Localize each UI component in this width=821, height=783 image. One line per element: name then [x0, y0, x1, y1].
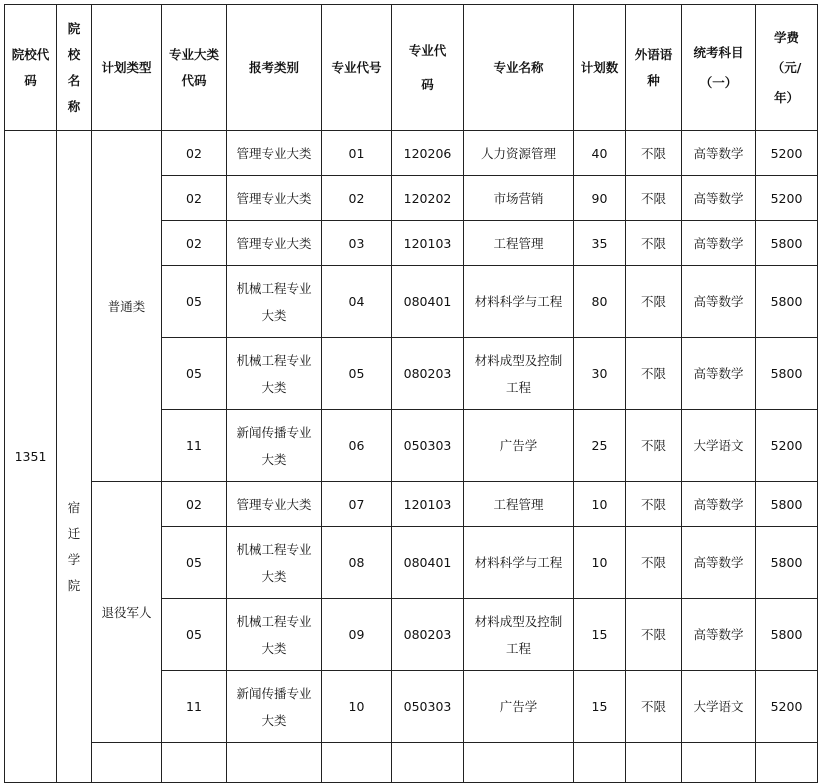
foreign-language-cell: 不限 [626, 266, 682, 338]
plan-type-cell [92, 743, 162, 783]
tuition-cell: 5800 [756, 482, 818, 527]
major-code-cell: 120103 [392, 221, 464, 266]
table-row [5, 482, 818, 527]
foreign-language-cell: 不限 [626, 527, 682, 599]
exam-category-cell: 机械工程专业大类 [227, 338, 322, 410]
exam-subject-cell: 高等数学 [682, 338, 756, 410]
major-seq-cell: 08 [322, 527, 392, 599]
header-major-seq: 专业代号 [322, 5, 392, 131]
major-code-cell: 080401 [392, 266, 464, 338]
major-code-cell: 120103 [392, 482, 464, 527]
exam-category-cell [227, 743, 322, 783]
tuition-cell: 5800 [756, 221, 818, 266]
header-major-name: 专业名称 [464, 5, 574, 131]
major-category-code-cell [162, 743, 227, 783]
major-code-cell: 050303 [392, 671, 464, 743]
foreign-language-cell: 不限 [626, 410, 682, 482]
major-name-cell: 材料成型及控制工程 [464, 599, 574, 671]
major-code-cell: 120202 [392, 176, 464, 221]
plan-type-cell: 普通类 [92, 131, 162, 482]
major-name-cell: 材料成型及控制工程 [464, 338, 574, 410]
exam-subject-cell: 大学语文 [682, 410, 756, 482]
exam-category-cell: 新闻传播专业大类 [227, 410, 322, 482]
foreign-language-cell: 不限 [626, 599, 682, 671]
table-row [5, 131, 818, 176]
header-school-code: 院校代码 [5, 5, 57, 131]
exam-subject-cell: 高等数学 [682, 176, 756, 221]
major-seq-cell: 10 [322, 671, 392, 743]
exam-category-cell: 管理专业大类 [227, 482, 322, 527]
major-name-cell: 广告学 [464, 671, 574, 743]
foreign-language-cell: 不限 [626, 482, 682, 527]
school-name-cell: 宿迁学院 [57, 131, 92, 783]
major-name-cell [464, 743, 574, 783]
exam-category-cell: 管理专业大类 [227, 176, 322, 221]
foreign-language-cell: 不限 [626, 131, 682, 176]
major-seq-cell: 07 [322, 482, 392, 527]
major-seq-cell: 05 [322, 338, 392, 410]
major-category-code-cell: 05 [162, 527, 227, 599]
tuition-cell: 5200 [756, 131, 818, 176]
header-major-category-code: 专业大类代码 [162, 5, 227, 131]
exam-subject-cell: 高等数学 [682, 599, 756, 671]
major-seq-cell: 09 [322, 599, 392, 671]
plan-count-cell: 25 [574, 410, 626, 482]
major-seq-cell [322, 743, 392, 783]
major-seq-cell: 02 [322, 176, 392, 221]
major-category-code-cell: 11 [162, 410, 227, 482]
major-category-code-cell: 02 [162, 482, 227, 527]
header-plan-count: 计划数 [574, 5, 626, 131]
tuition-cell: 5800 [756, 599, 818, 671]
exam-category-cell: 机械工程专业大类 [227, 599, 322, 671]
header-school-name: 院校名称 [57, 5, 92, 131]
major-name-cell: 工程管理 [464, 221, 574, 266]
plan-count-cell: 30 [574, 338, 626, 410]
major-name-cell: 工程管理 [464, 482, 574, 527]
exam-category-cell: 管理专业大类 [227, 131, 322, 176]
major-code-cell: 050303 [392, 410, 464, 482]
foreign-language-cell: 不限 [626, 338, 682, 410]
tuition-cell: 5200 [756, 671, 818, 743]
major-code-cell: 080203 [392, 599, 464, 671]
exam-category-cell: 管理专业大类 [227, 221, 322, 266]
exam-subject-cell: 高等数学 [682, 221, 756, 266]
school-code-cell: 1351 [5, 131, 57, 783]
exam-category-cell: 新闻传播专业大类 [227, 671, 322, 743]
major-category-code-cell: 11 [162, 671, 227, 743]
header-row [5, 5, 818, 131]
exam-subject-cell: 高等数学 [682, 266, 756, 338]
plan-count-cell [574, 743, 626, 783]
plan-type-cell: 退役军人 [92, 482, 162, 743]
exam-subject-cell [682, 743, 756, 783]
exam-subject-cell: 高等数学 [682, 527, 756, 599]
plan-count-cell: 15 [574, 671, 626, 743]
exam-subject-cell: 高等数学 [682, 131, 756, 176]
exam-category-cell: 机械工程专业大类 [227, 266, 322, 338]
major-seq-cell: 04 [322, 266, 392, 338]
plan-count-cell: 40 [574, 131, 626, 176]
foreign-language-cell: 不限 [626, 176, 682, 221]
exam-subject-cell: 高等数学 [682, 482, 756, 527]
plan-count-cell: 35 [574, 221, 626, 266]
exam-category-cell: 机械工程专业大类 [227, 527, 322, 599]
plan-count-cell: 90 [574, 176, 626, 221]
tuition-cell: 5200 [756, 410, 818, 482]
exam-subject-cell: 大学语文 [682, 671, 756, 743]
major-name-cell: 材料科学与工程 [464, 527, 574, 599]
major-seq-cell: 01 [322, 131, 392, 176]
major-code-cell: 080203 [392, 338, 464, 410]
tuition-cell: 5800 [756, 266, 818, 338]
major-name-cell: 广告学 [464, 410, 574, 482]
plan-count-cell: 80 [574, 266, 626, 338]
admission-plan-table [4, 4, 818, 783]
major-category-code-cell: 05 [162, 338, 227, 410]
major-category-code-cell: 02 [162, 221, 227, 266]
header-foreign-language: 外语语种 [626, 5, 682, 131]
major-category-code-cell: 02 [162, 131, 227, 176]
major-code-cell: 080401 [392, 527, 464, 599]
foreign-language-cell: 不限 [626, 221, 682, 266]
plan-count-cell: 10 [574, 527, 626, 599]
major-code-cell [392, 743, 464, 783]
header-tuition: 学费（元/年） [756, 5, 818, 131]
tuition-cell [756, 743, 818, 783]
major-category-code-cell: 05 [162, 266, 227, 338]
major-seq-cell: 03 [322, 221, 392, 266]
tuition-cell: 5200 [756, 176, 818, 221]
major-category-code-cell: 05 [162, 599, 227, 671]
major-name-cell: 材料科学与工程 [464, 266, 574, 338]
header-exam-category: 报考类别 [227, 5, 322, 131]
plan-count-cell: 10 [574, 482, 626, 527]
foreign-language-cell: 不限 [626, 671, 682, 743]
major-name-cell: 市场营销 [464, 176, 574, 221]
major-category-code-cell: 02 [162, 176, 227, 221]
plan-count-cell: 15 [574, 599, 626, 671]
major-name-cell: 人力资源管理 [464, 131, 574, 176]
major-seq-cell: 06 [322, 410, 392, 482]
header-plan-type: 计划类型 [92, 5, 162, 131]
tuition-cell: 5800 [756, 527, 818, 599]
tuition-cell: 5800 [756, 338, 818, 410]
foreign-language-cell [626, 743, 682, 783]
table-row-partial [5, 743, 818, 783]
major-code-cell: 120206 [392, 131, 464, 176]
header-major-code: 专业代码 [392, 5, 464, 131]
header-exam-subject: 统考科目（一） [682, 5, 756, 131]
